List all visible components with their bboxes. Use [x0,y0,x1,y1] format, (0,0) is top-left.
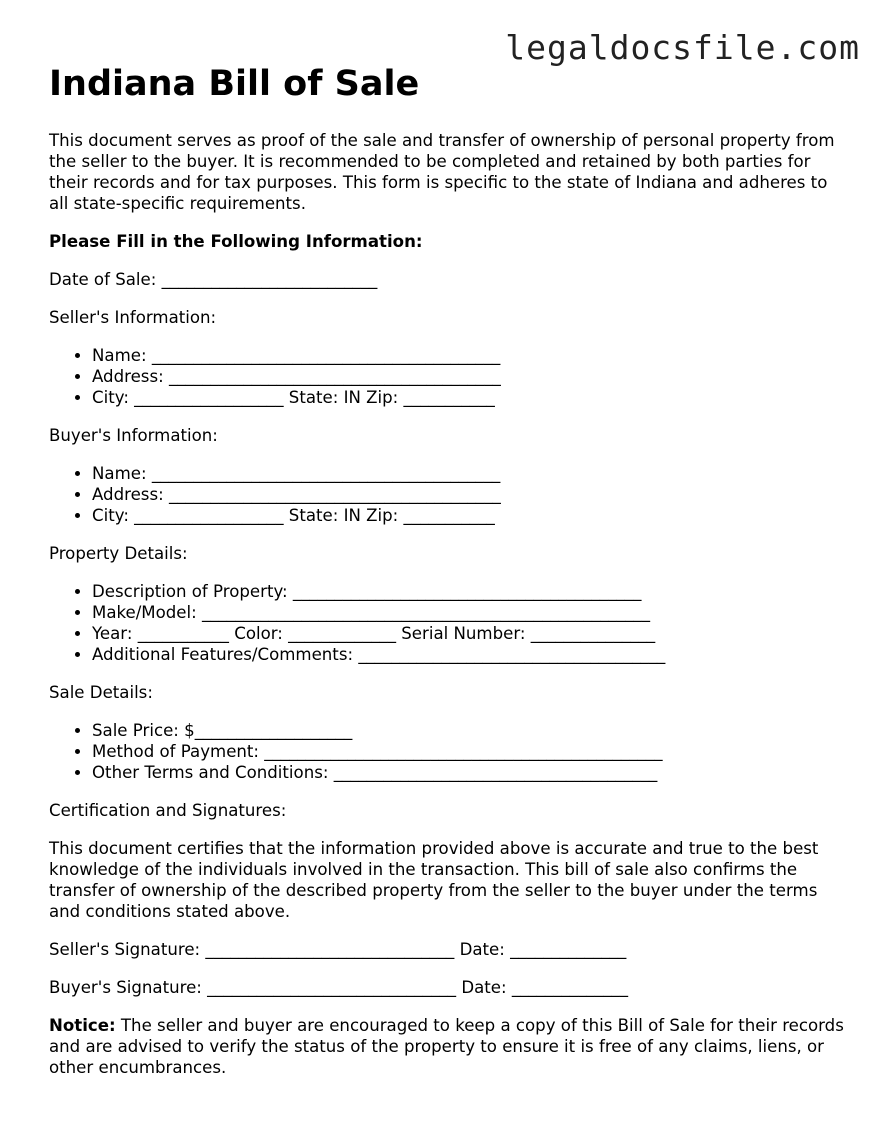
certification-heading: Certification and Signatures: [49,801,287,820]
payment-method-field[interactable]: • Method of Payment: ________________________________________________ [92,741,849,762]
document-title: Indiana Bill of Sale [49,64,420,104]
seller-info-list [49,345,849,408]
notice-text: The seller and buyer are encouraged to keep a copy of this Bill of Sale for their records and are advised to verify the status of the property to ensure it is free of any claims, liens, or other encumbrances. [49,1016,844,1077]
seller-name-field[interactable]: • Name: __________________________________________ [92,345,849,366]
make-model-field[interactable]: • Make/Model: ______________________________________________________ [92,602,849,623]
certification-paragraph: This document certifies that the information provided above is accurate and true to the best knowledge of the individuals involved in the transaction. This bill of sale also confirms the transfer of ownership of the described property from the seller to the buyer under the terms and conditions stated above. [49,839,819,921]
buyer-city-state-zip-field[interactable]: • City: __________________ State: IN Zip: ___________ [92,505,849,526]
buyer-signature-field[interactable]: Buyer's Signature: ______________________________ Date: ______________ [49,978,629,997]
buyer-name-field[interactable]: • Name: __________________________________________ [92,463,849,484]
sale-heading: Sale Details: [49,683,153,702]
document-body [49,62,849,1078]
seller-city-state-zip-field[interactable]: • City: __________________ State: IN Zip: ___________ [92,387,849,408]
buyer-heading: Buyer's Information: [49,426,218,445]
buyer-info-list [49,463,849,526]
property-heading: Property Details: [49,544,188,563]
site-watermark: legaldocsfile.com [505,28,860,67]
additional-features-field[interactable]: • Additional Features/Comments: _____________________________________ [92,644,849,665]
date-of-sale-field[interactable]: Date of Sale: __________________________ [49,270,378,289]
instruction-heading: Please Fill in the Following Information: [49,232,423,251]
year-color-serial-field[interactable]: • Year: ___________ Color: _____________ Serial Number: _______________ [92,623,849,644]
property-description-field[interactable]: • Description of Property: __________________________________________ [92,581,849,602]
other-terms-field[interactable]: • Other Terms and Conditions: _______________________________________ [92,762,849,783]
seller-address-field[interactable]: • Address: ________________________________________ [92,366,849,387]
notice-paragraph [49,1015,849,1078]
buyer-address-field[interactable]: • Address: ________________________________________ [92,484,849,505]
sale-details-list [49,720,849,783]
seller-signature-field[interactable]: Seller's Signature: ______________________________ Date: ______________ [49,940,627,959]
sale-price-field[interactable]: • Sale Price: $___________________ [92,720,849,741]
seller-heading: Seller's Information: [49,308,217,327]
notice-label: Notice: [49,1016,116,1035]
intro-paragraph: This document serves as proof of the sale and transfer of ownership of personal property from the seller to the buyer. It is recommended to be completed and retained by both parties for their records and for tax purposes. This form is specific to the state of Indiana and adheres to all state-specific requirements. [49,131,835,213]
property-details-list [49,581,849,665]
